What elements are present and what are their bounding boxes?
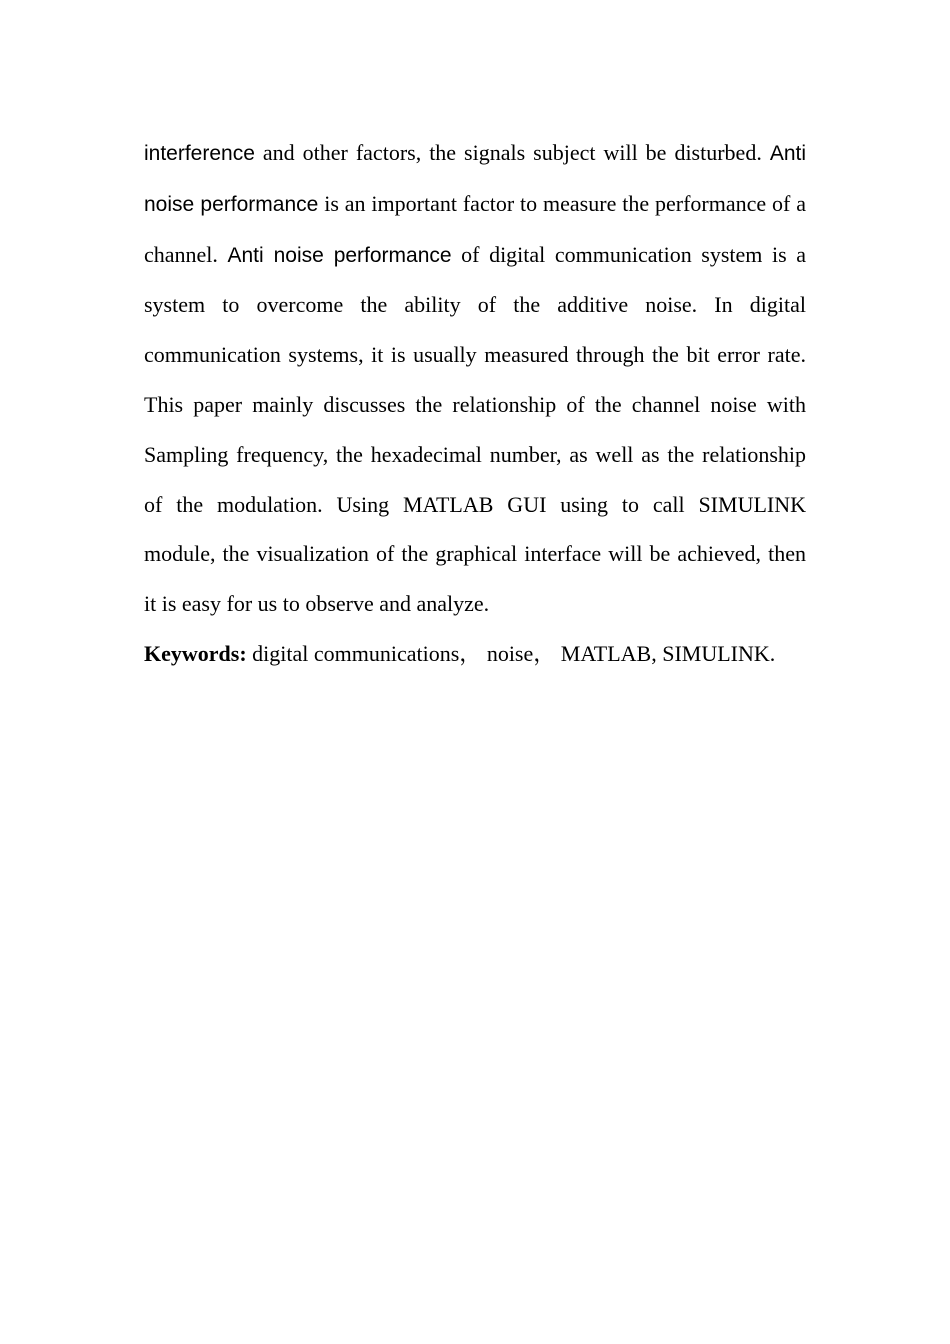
abstract-segment-anti-noise-1: Anti noise performance xyxy=(144,142,806,216)
abstract-text-block xyxy=(144,128,806,679)
keywords-label: Keywords: xyxy=(144,640,247,666)
abstract-segment-3: is an important factor to measure the performance of a channel. xyxy=(144,190,807,267)
keyword-separator: ， xyxy=(459,640,482,666)
abstract-paragraph xyxy=(144,128,806,629)
abstract-segment-interference: interference xyxy=(144,142,255,165)
abstract-segment-1: and other factors, the signals subject will be disturbed. xyxy=(254,140,770,165)
keyword-item: digital communications xyxy=(252,640,460,666)
keyword-item: noise xyxy=(486,640,534,666)
abstract-segment-5: of digital communication system is a system to overcome the ability of the additive noise. In digital communication systems, it is usually measured through the bit error rate. This paper mainly discusses the relationship of the channel noise with Sampling frequency, the hexadecimal number, as well as the relationship of the modulation. Using MATLAB GUI using to call SIMULINK module, the visualization of the graphical interface will be achieved, then it is easy for us to observe and analyze. xyxy=(144,241,806,617)
abstract-segment-anti-noise-2: Anti noise performance xyxy=(227,243,452,267)
keyword-item: MATLAB, xyxy=(560,640,657,666)
keyword-separator: ， xyxy=(533,640,556,666)
keywords-line xyxy=(144,629,806,679)
keyword-item: SIMULINK. xyxy=(662,640,776,666)
